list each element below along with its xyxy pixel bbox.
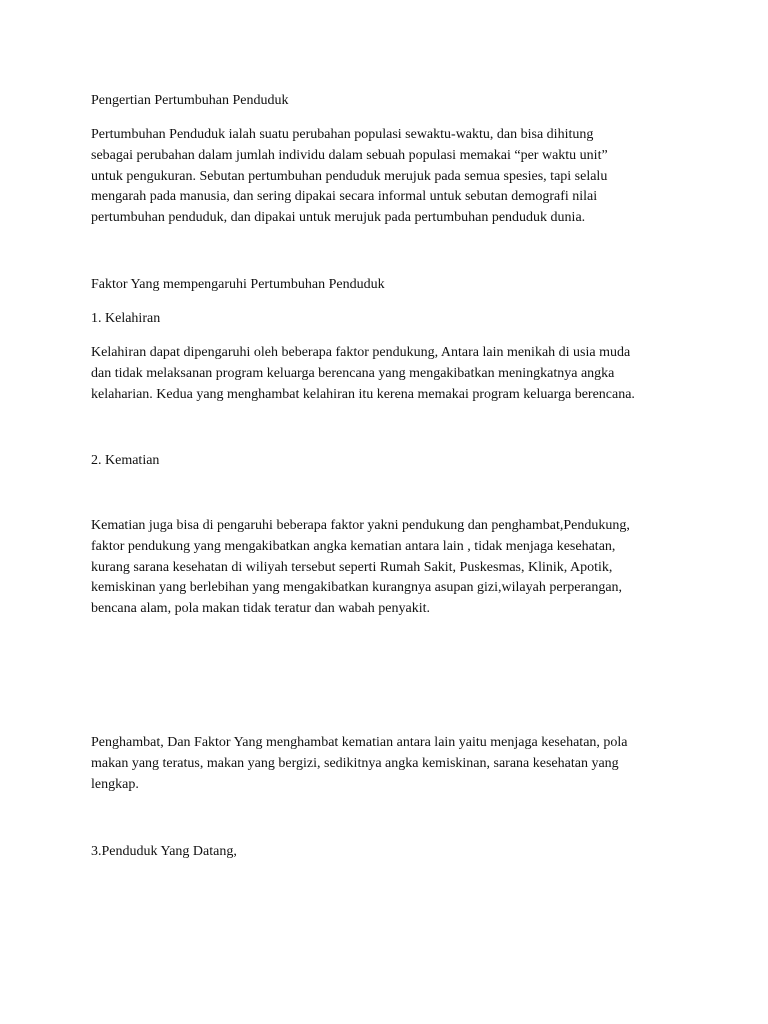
paragraph-line: makan yang teratus, makan yang bergizi, sedikitnya angka kemiskinan, sarana kesehatan yang [91, 755, 619, 771]
paragraph-line: Penghambat, Dan Faktor Yang menghambat kematian antara lain yaitu menjaga kesehatan, pola [91, 735, 628, 750]
paragraph-line: Kematian juga bisa di pengaruhi beberapa faktor yakni pendukung dan penghambat,Pendukung, [91, 518, 630, 533]
paragraph-line: lengkap. [91, 776, 139, 792]
section-3-heading: 3.Penduduk Yang Datang, [91, 844, 237, 859]
paragraph-line: faktor pendukung yang mengakibatkan angka kematian antara lain , tidak menjaga kesehatan, [91, 538, 616, 554]
paragraph-line: Kelahiran dapat dipengaruhi oleh beberapa faktor pendukung, Antara lain menikah di usia muda [91, 345, 631, 360]
paragraph-line: pertumbuhan penduduk, dan dipakai untuk merujuk pada pertumbuhan penduduk dunia. [91, 210, 586, 226]
paragraph-line: untuk pengukuran. Sebutan pertumbuhan penduduk merujuk pada semua spesies, tapi selalu [91, 168, 608, 184]
section-2-inhibitor-paragraph [91, 733, 691, 795]
paragraph-line: kurang sarana kesehatan di wiliyah tersebut seperti Rumah Sakit, Puskesmas, Klinik, Apotik, [91, 559, 613, 575]
section-2-paragraph [91, 516, 691, 620]
paragraph-line: dan tidak melaksanan program keluarga berencana yang mengakibatkan meningkatnya angka [91, 365, 615, 381]
factors-heading: Faktor Yang mempengaruhi Pertumbuhan Penduduk [91, 277, 385, 292]
paragraph-line: sebagai perubahan dalam jumlah individu dalam sebuah populasi memakai “per waktu unit” [91, 147, 608, 163]
document-title: Pengertian Pertumbuhan Penduduk [91, 93, 289, 108]
paragraph-line: mengarah pada manusia, dan sering dipakai secara informal untuk sebutan demografi nilai [91, 189, 598, 205]
paragraph-line: Pertumbuhan Penduduk ialah suatu perubahan populasi sewaktu-waktu, dan bisa dihitung [91, 127, 594, 142]
paragraph-line: kelaharian. Kedua yang menghambat kelahiran itu kerena memakai program keluarga berencana. [91, 386, 635, 402]
intro-paragraph [91, 125, 691, 229]
section-1-paragraph [91, 343, 691, 405]
paragraph-line: bencana alam, pola makan tidak teratur dan wabah penyakit. [91, 601, 430, 617]
section-2-heading: 2. Kematian [91, 453, 160, 468]
section-1-heading: 1. Kelahiran [91, 311, 161, 326]
paragraph-line: kemiskinan yang berlebihan yang mengakibatkan kurangnya asupan gizi,wilayah perperangan, [91, 580, 623, 596]
